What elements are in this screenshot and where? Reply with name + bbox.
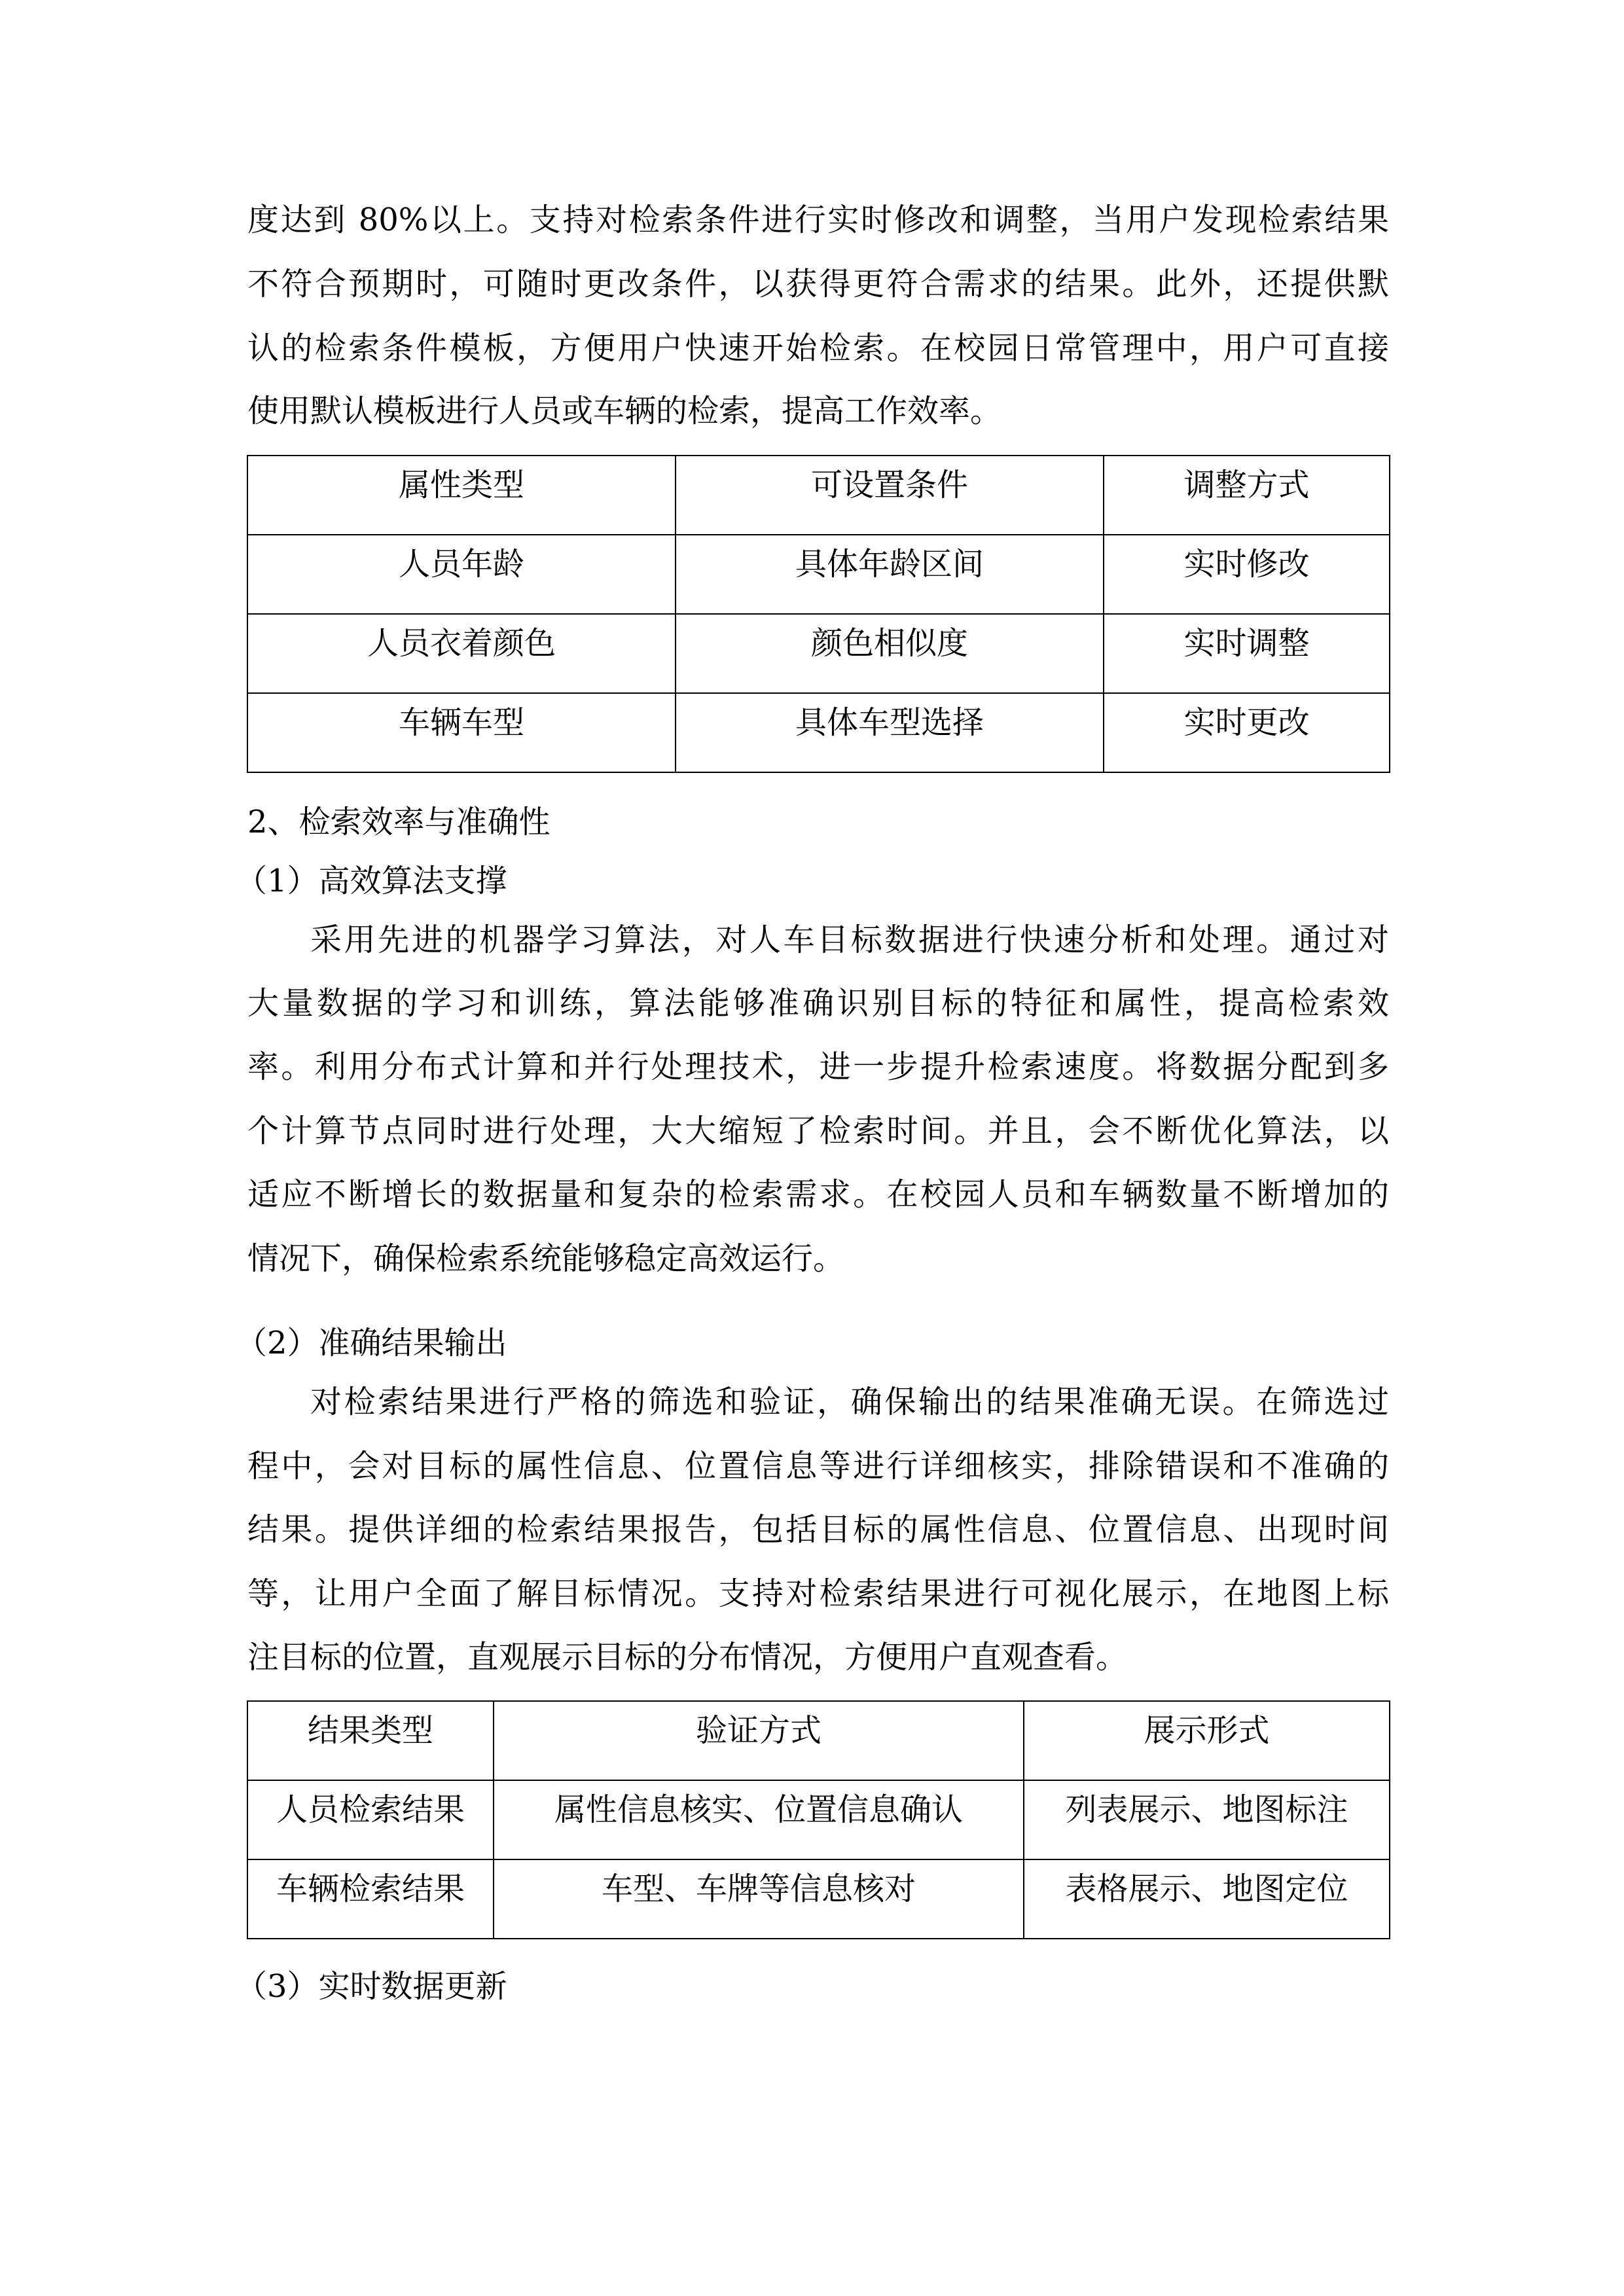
table-cell: 实时修改 — [1104, 535, 1390, 614]
text-line: 注目标的位置，直观展示目标的分布情况，方便用户直观查看。 — [247, 1639, 1128, 1676]
text-line: 率。利用分布式计算和并行处理技术，进一步提升检索速度。将数据分配到多 — [247, 1049, 1389, 1085]
table-cell: 人员检索结果 — [247, 1780, 494, 1859]
header-cell: 可设置条件 — [676, 456, 1104, 535]
header-cell: 调整方式 — [1104, 456, 1390, 535]
header-cell: 属性类型 — [247, 456, 676, 535]
subsection-heading: （2）准确结果输出 — [236, 1325, 507, 1361]
table-cell: 车型、车牌等信息核对 — [494, 1859, 1024, 1939]
text-line: 程中，会对目标的属性信息、位置信息等进行详细核实，排除错误和不准确的 — [247, 1448, 1389, 1484]
text-line: 使用默认模板进行人员或车辆的检索，提高工作效率。 — [247, 393, 1002, 429]
text-line: 个计算节点同时进行处理，大大缩短了检索时间。并且，会不断优化算法，以 — [247, 1113, 1389, 1149]
table-header-row — [247, 456, 1390, 535]
header-cell: 结果类型 — [247, 1701, 494, 1780]
section-heading: 2、检索效率与准确性 — [247, 804, 550, 840]
table-row — [247, 1780, 1390, 1859]
text-line: 度达到 80%以上。支持对检索条件进行实时修改和调整，当用户发现检索结果 — [247, 202, 1389, 238]
text-line: 结果。提供详细的检索结果报告，包括目标的属性信息、位置信息、出现时间 — [247, 1511, 1389, 1548]
table-cell: 具体年龄区间 — [676, 535, 1104, 614]
attribute-table — [247, 455, 1390, 773]
subsection-heading: （1）高效算法支撑 — [236, 863, 507, 899]
results-table — [247, 1700, 1390, 1939]
text-line: 认的检索条件模板，方便用户快速开始检索。在校园日常管理中，用户可直接 — [247, 330, 1389, 367]
table-cell: 属性信息核实、位置信息确认 — [494, 1780, 1024, 1859]
table-cell: 具体车型选择 — [676, 693, 1104, 772]
table-header-row — [247, 1701, 1390, 1780]
text-line: 适应不断增长的数据量和复杂的检索需求。在校园人员和车辆数量不断增加的 — [247, 1176, 1389, 1213]
table-cell: 实时更改 — [1104, 693, 1390, 772]
header-cell: 展示形式 — [1024, 1701, 1390, 1780]
table-cell: 表格展示、地图定位 — [1024, 1859, 1390, 1939]
text-line: 情况下，确保检索系统能够稳定高效运行。 — [247, 1240, 845, 1277]
text-line: 大量数据的学习和训练，算法能够准确识别目标的特征和属性，提高检索效 — [247, 985, 1389, 1022]
table-cell: 颜色相似度 — [676, 614, 1104, 693]
text-line: 采用先进的机器学习算法，对人车目标数据进行快速分析和处理。通过对 — [310, 922, 1389, 958]
table-row — [247, 614, 1390, 693]
text-line: 等，让用户全面了解目标情况。支持对检索结果进行可视化展示，在地图上标 — [247, 1575, 1389, 1612]
table-cell: 人员衣着颜色 — [247, 614, 676, 693]
table-row — [247, 1859, 1390, 1939]
table-cell: 人员年龄 — [247, 535, 676, 614]
table-row — [247, 535, 1390, 614]
table-cell: 车辆检索结果 — [247, 1859, 494, 1939]
text-line: 对检索结果进行严格的筛选和验证，确保输出的结果准确无误。在筛选过 — [310, 1384, 1389, 1420]
header-cell: 验证方式 — [494, 1701, 1024, 1780]
text-line: 不符合预期时，可随时更改条件，以获得更符合需求的结果。此外，还提供默 — [247, 266, 1389, 302]
table-cell: 实时调整 — [1104, 614, 1390, 693]
table-cell: 车辆车型 — [247, 693, 676, 772]
table-cell: 列表展示、地图标注 — [1024, 1780, 1390, 1859]
subsection-heading: （3）实时数据更新 — [236, 1968, 507, 2005]
table-row — [247, 693, 1390, 772]
